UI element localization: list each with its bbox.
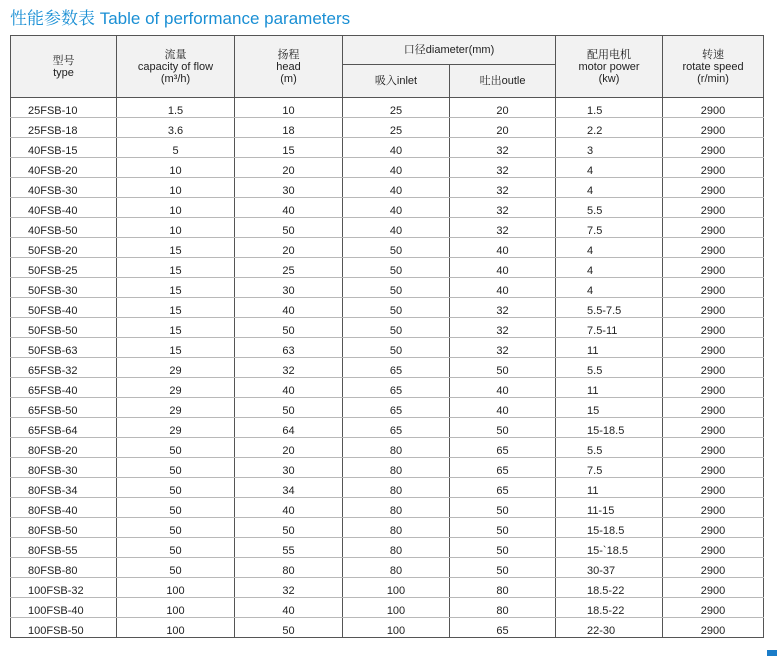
cell-speed: 2900 (663, 198, 764, 218)
cell-motor: 7.5-11 (556, 318, 663, 338)
cell-motor: 5.5 (556, 438, 663, 458)
cell-outlet: 40 (450, 398, 556, 418)
table-row (11, 158, 764, 178)
cell-head: 40 (235, 378, 343, 398)
table-row (11, 558, 764, 578)
cell-outlet: 32 (450, 338, 556, 358)
cell-head: 34 (235, 478, 343, 498)
corner-accent (767, 650, 777, 656)
table-row (11, 538, 764, 558)
cell-speed: 2900 (663, 178, 764, 198)
cell-speed: 2900 (663, 318, 764, 338)
cell-speed: 2900 (663, 598, 764, 618)
table-row (11, 238, 764, 258)
cell-outlet: 50 (450, 498, 556, 518)
cell-type: 40FSB-50 (11, 218, 117, 238)
table-row (11, 178, 764, 198)
cell-head: 15 (235, 138, 343, 158)
cell-type: 50FSB-40 (11, 298, 117, 318)
cell-inlet: 80 (343, 438, 450, 458)
cell-head: 55 (235, 538, 343, 558)
cell-head: 30 (235, 458, 343, 478)
cell-head: 32 (235, 578, 343, 598)
cell-flow: 3.6 (117, 118, 235, 138)
cell-inlet: 50 (343, 298, 450, 318)
table-body (11, 98, 764, 638)
cell-inlet: 40 (343, 218, 450, 238)
cell-flow: 50 (117, 458, 235, 478)
cell-outlet: 65 (450, 438, 556, 458)
cell-speed: 2900 (663, 538, 764, 558)
cell-head: 50 (235, 618, 343, 638)
cell-type: 50FSB-50 (11, 318, 117, 338)
cell-type: 65FSB-40 (11, 378, 117, 398)
cell-flow: 29 (117, 358, 235, 378)
cell-head: 30 (235, 278, 343, 298)
cell-speed: 2900 (663, 398, 764, 418)
cell-type: 50FSB-25 (11, 258, 117, 278)
cell-type: 50FSB-20 (11, 238, 117, 258)
cell-speed: 2900 (663, 338, 764, 358)
cell-flow: 1.5 (117, 98, 235, 118)
cell-flow: 29 (117, 398, 235, 418)
cell-motor: 5.5 (556, 198, 663, 218)
cell-inlet: 25 (343, 118, 450, 138)
cell-outlet: 32 (450, 158, 556, 178)
cell-motor: 3 (556, 138, 663, 158)
cell-motor: 4 (556, 258, 663, 278)
cell-head: 40 (235, 598, 343, 618)
cell-flow: 10 (117, 198, 235, 218)
cell-head: 30 (235, 178, 343, 198)
cell-outlet: 50 (450, 358, 556, 378)
cell-inlet: 100 (343, 578, 450, 598)
table-row (11, 358, 764, 378)
cell-inlet: 80 (343, 518, 450, 538)
table-row (11, 458, 764, 478)
table-row (11, 118, 764, 138)
cell-flow: 100 (117, 618, 235, 638)
cell-head: 20 (235, 158, 343, 178)
cell-type: 80FSB-80 (11, 558, 117, 578)
cell-inlet: 100 (343, 618, 450, 638)
cell-motor: 22-30 (556, 618, 663, 638)
table-row (11, 518, 764, 538)
cell-inlet: 40 (343, 178, 450, 198)
cell-head: 32 (235, 358, 343, 378)
cell-speed: 2900 (663, 418, 764, 438)
header-inlet: 吸入inlet (343, 65, 450, 98)
cell-type: 80FSB-40 (11, 498, 117, 518)
cell-inlet: 50 (343, 318, 450, 338)
cell-type: 100FSB-50 (11, 618, 117, 638)
cell-motor: 5.5 (556, 358, 663, 378)
cell-inlet: 50 (343, 258, 450, 278)
cell-outlet: 40 (450, 258, 556, 278)
cell-inlet: 50 (343, 238, 450, 258)
table-row (11, 318, 764, 338)
cell-type: 80FSB-50 (11, 518, 117, 538)
cell-type: 40FSB-15 (11, 138, 117, 158)
cell-outlet: 50 (450, 538, 556, 558)
cell-speed: 2900 (663, 478, 764, 498)
table-row (11, 218, 764, 238)
cell-inlet: 40 (343, 138, 450, 158)
cell-speed: 2900 (663, 98, 764, 118)
cell-motor: 7.5 (556, 218, 663, 238)
cell-motor: 18.5-22 (556, 578, 663, 598)
cell-speed: 2900 (663, 518, 764, 538)
table-row (11, 138, 764, 158)
cell-inlet: 65 (343, 418, 450, 438)
cell-flow: 10 (117, 178, 235, 198)
cell-type: 40FSB-30 (11, 178, 117, 198)
table-row (11, 618, 764, 638)
cell-type: 25FSB-18 (11, 118, 117, 138)
cell-flow: 50 (117, 478, 235, 498)
cell-outlet: 50 (450, 518, 556, 538)
cell-motor: 15-18.5 (556, 518, 663, 538)
table-row (11, 438, 764, 458)
cell-flow: 15 (117, 338, 235, 358)
cell-speed: 2900 (663, 238, 764, 258)
table-row (11, 578, 764, 598)
cell-outlet: 40 (450, 238, 556, 258)
cell-flow: 50 (117, 558, 235, 578)
table-row (11, 298, 764, 318)
cell-inlet: 50 (343, 278, 450, 298)
cell-inlet: 65 (343, 398, 450, 418)
cell-motor: 1.5 (556, 98, 663, 118)
cell-head: 20 (235, 438, 343, 458)
cell-inlet: 65 (343, 378, 450, 398)
cell-speed: 2900 (663, 218, 764, 238)
cell-inlet: 40 (343, 198, 450, 218)
cell-inlet: 80 (343, 558, 450, 578)
cell-motor: 4 (556, 278, 663, 298)
cell-type: 40FSB-40 (11, 198, 117, 218)
cell-speed: 2900 (663, 138, 764, 158)
cell-speed: 2900 (663, 438, 764, 458)
cell-inlet: 25 (343, 98, 450, 118)
cell-motor: 4 (556, 238, 663, 258)
header-diameter: 口径diameter(mm) (343, 36, 556, 65)
cell-flow: 15 (117, 298, 235, 318)
cell-speed: 2900 (663, 298, 764, 318)
cell-speed: 2900 (663, 558, 764, 578)
cell-head: 50 (235, 318, 343, 338)
cell-outlet: 65 (450, 458, 556, 478)
cell-flow: 100 (117, 598, 235, 618)
cell-flow: 15 (117, 278, 235, 298)
cell-type: 65FSB-64 (11, 418, 117, 438)
cell-head: 63 (235, 338, 343, 358)
cell-motor: 7.5 (556, 458, 663, 478)
cell-flow: 15 (117, 258, 235, 278)
cell-motor: 15 (556, 398, 663, 418)
cell-type: 50FSB-30 (11, 278, 117, 298)
cell-speed: 2900 (663, 458, 764, 478)
table-row (11, 478, 764, 498)
cell-flow: 5 (117, 138, 235, 158)
cell-type: 80FSB-55 (11, 538, 117, 558)
cell-outlet: 65 (450, 478, 556, 498)
header-motor: 配用电机 motor power (kw) (556, 36, 663, 98)
cell-flow: 50 (117, 438, 235, 458)
cell-type: 50FSB-63 (11, 338, 117, 358)
cell-outlet: 80 (450, 598, 556, 618)
cell-type: 40FSB-20 (11, 158, 117, 178)
performance-table (10, 35, 764, 638)
cell-head: 40 (235, 198, 343, 218)
cell-flow: 50 (117, 538, 235, 558)
header-type: 型号 type (11, 36, 117, 98)
cell-flow: 50 (117, 518, 235, 538)
cell-type: 65FSB-32 (11, 358, 117, 378)
cell-motor: 11 (556, 378, 663, 398)
cell-type: 80FSB-20 (11, 438, 117, 458)
cell-motor: 2.2 (556, 118, 663, 138)
cell-outlet: 40 (450, 278, 556, 298)
cell-head: 40 (235, 498, 343, 518)
cell-flow: 15 (117, 318, 235, 338)
page-title: 性能参数表 Table of performance parameters (10, 9, 351, 28)
cell-speed: 2900 (663, 378, 764, 398)
cell-motor: 5.5-7.5 (556, 298, 663, 318)
cell-inlet: 80 (343, 458, 450, 478)
table-row (11, 378, 764, 398)
cell-flow: 50 (117, 498, 235, 518)
cell-inlet: 80 (343, 538, 450, 558)
cell-flow: 29 (117, 378, 235, 398)
cell-outlet: 80 (450, 578, 556, 598)
table-row (11, 258, 764, 278)
cell-speed: 2900 (663, 618, 764, 638)
cell-motor: 18.5-22 (556, 598, 663, 618)
cell-head: 80 (235, 558, 343, 578)
cell-speed: 2900 (663, 258, 764, 278)
cell-motor: 15-18.5 (556, 418, 663, 438)
cell-type: 25FSB-10 (11, 98, 117, 118)
table-row (11, 398, 764, 418)
cell-inlet: 80 (343, 478, 450, 498)
header-flow: 流量 capacity of flow (m³/h) (117, 36, 235, 98)
table-row (11, 498, 764, 518)
cell-speed: 2900 (663, 358, 764, 378)
cell-outlet: 32 (450, 298, 556, 318)
cell-motor: 15-`18.5 (556, 538, 663, 558)
cell-inlet: 65 (343, 358, 450, 378)
cell-type: 100FSB-40 (11, 598, 117, 618)
cell-head: 50 (235, 218, 343, 238)
cell-inlet: 40 (343, 158, 450, 178)
cell-type: 80FSB-30 (11, 458, 117, 478)
cell-speed: 2900 (663, 498, 764, 518)
cell-motor: 30-37 (556, 558, 663, 578)
cell-outlet: 20 (450, 118, 556, 138)
cell-type: 65FSB-50 (11, 398, 117, 418)
cell-motor: 4 (556, 158, 663, 178)
table-row (11, 418, 764, 438)
cell-outlet: 32 (450, 218, 556, 238)
header-speed: 转速 rotate speed (r/min) (663, 36, 764, 98)
cell-head: 10 (235, 98, 343, 118)
table-row (11, 98, 764, 118)
cell-head: 18 (235, 118, 343, 138)
cell-outlet: 32 (450, 318, 556, 338)
cell-speed: 2900 (663, 158, 764, 178)
cell-type: 100FSB-32 (11, 578, 117, 598)
cell-head: 50 (235, 518, 343, 538)
cell-head: 50 (235, 398, 343, 418)
cell-head: 20 (235, 238, 343, 258)
table-row (11, 278, 764, 298)
cell-outlet: 20 (450, 98, 556, 118)
cell-speed: 2900 (663, 278, 764, 298)
cell-head: 40 (235, 298, 343, 318)
table-row (11, 338, 764, 358)
cell-motor: 11-15 (556, 498, 663, 518)
cell-outlet: 50 (450, 558, 556, 578)
table-row (11, 198, 764, 218)
cell-head: 64 (235, 418, 343, 438)
cell-outlet: 40 (450, 378, 556, 398)
table-row (11, 598, 764, 618)
cell-motor: 11 (556, 338, 663, 358)
cell-outlet: 32 (450, 178, 556, 198)
cell-flow: 15 (117, 238, 235, 258)
header-outlet: 吐出outle (450, 65, 556, 98)
cell-type: 80FSB-34 (11, 478, 117, 498)
cell-motor: 11 (556, 478, 663, 498)
cell-inlet: 100 (343, 598, 450, 618)
cell-outlet: 65 (450, 618, 556, 638)
cell-outlet: 50 (450, 418, 556, 438)
cell-flow: 10 (117, 218, 235, 238)
cell-inlet: 50 (343, 338, 450, 358)
cell-flow: 100 (117, 578, 235, 598)
cell-outlet: 32 (450, 198, 556, 218)
cell-motor: 4 (556, 178, 663, 198)
cell-speed: 2900 (663, 578, 764, 598)
cell-flow: 10 (117, 158, 235, 178)
cell-flow: 29 (117, 418, 235, 438)
cell-head: 25 (235, 258, 343, 278)
header-head: 扬程 head (m) (235, 36, 343, 98)
cell-outlet: 32 (450, 138, 556, 158)
cell-speed: 2900 (663, 118, 764, 138)
cell-inlet: 80 (343, 498, 450, 518)
